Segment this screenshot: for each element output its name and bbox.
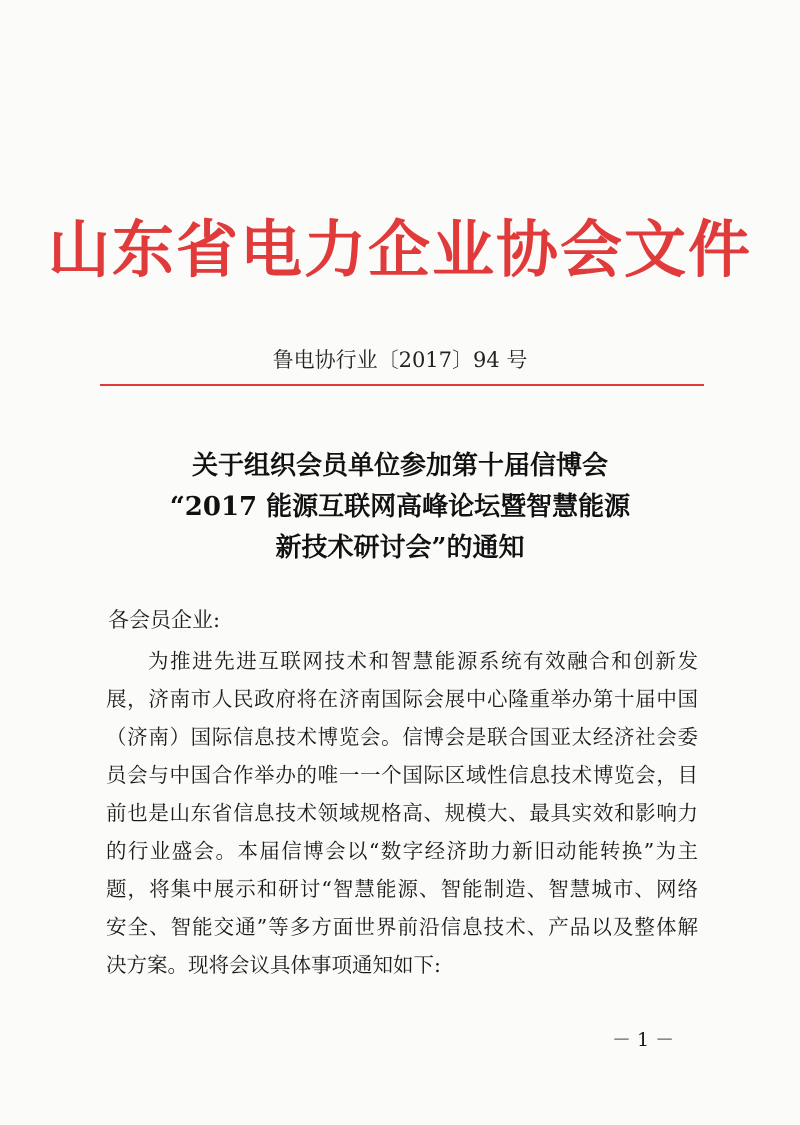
body-line: 安全、智能交通”等多方面世界前沿信息技术、产品以及整体解 <box>106 915 698 939</box>
body-line: 前也是山东省信息技术领域规格高、规模大、最具实效和影响力 <box>106 801 698 825</box>
page-number: － 1 － <box>612 1029 675 1051</box>
body-line: 题，将集中展示和研讨“智慧能源、智能制造、智慧城市、网络 <box>106 877 698 901</box>
body-line: 展，济南市人民政府将在济南国际会展中心隆重举办第十届中国 <box>106 687 698 711</box>
notice-title-line: 关于组织会员单位参加第十届信博会 <box>191 451 608 481</box>
body-line: （济南）国际信息技术博览会。信博会是联合国亚太经济社会委 <box>106 725 698 749</box>
body-line: 的行业盛会。本届信博会以“数字经济助力新旧动能转换”为主 <box>106 839 698 863</box>
notice-title <box>0 446 800 569</box>
addressee: 各会员企业: <box>108 608 221 632</box>
body-line: 决方案。现将会议具体事项通知如下: <box>106 953 441 977</box>
body-line: 为推进先进互联网技术和智慧能源系统有效融合和创新发 <box>148 649 698 673</box>
body-line: 员会与中国合作举办的唯一一个国际区域性信息技术博览会，目 <box>106 763 698 787</box>
notice-title-line: 新技术研讨会”的通知 <box>275 533 525 563</box>
document-number: 鲁电协行业〔2017〕94 号 <box>272 348 528 372</box>
notice-title-line: “2017 能源互联网高峰论坛暨智慧能源 <box>169 492 631 522</box>
document-header-title: 山东省电力企业协会文件 <box>47 213 752 286</box>
body-paragraph <box>106 642 698 984</box>
header-red-divider <box>100 384 704 386</box>
